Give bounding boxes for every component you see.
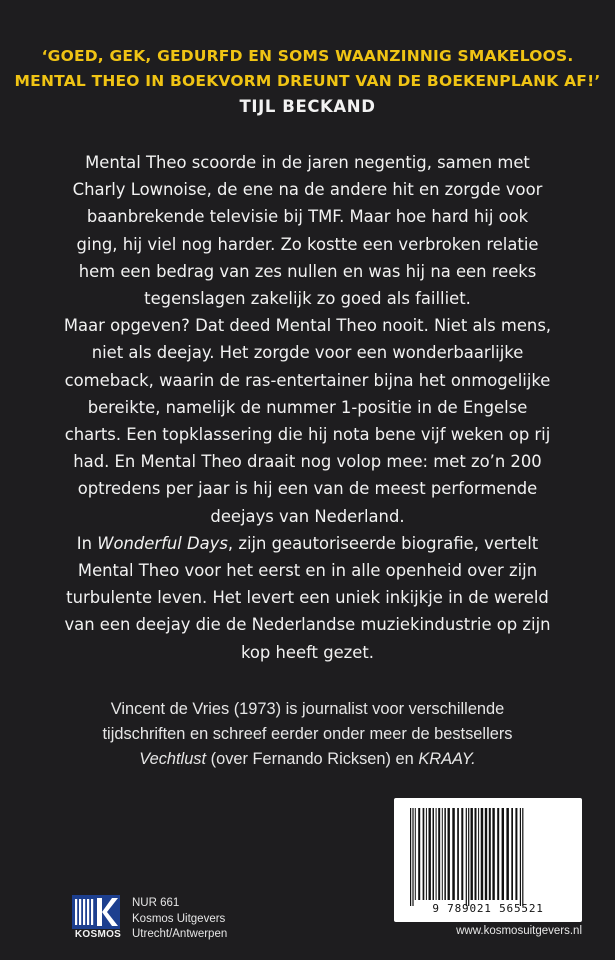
- barcode-bar: [520, 808, 521, 906]
- barcode-bar: [438, 808, 440, 900]
- quote-line-2: MENTAL THEO IN BOEKVORM DREUNT VAN DE BOEKENPLANK AF!’: [14, 72, 601, 90]
- isbn-digits: 9 789021 565521: [432, 902, 544, 915]
- barcode-bar: [502, 808, 504, 900]
- blurb-prefix: In: [76, 533, 98, 553]
- blurb-line: deejays van Nederland.: [210, 506, 405, 526]
- publisher-info: [132, 896, 227, 943]
- blurb-line: ging, hij viel nog harder. Zo kostte een verbroken relatie: [76, 234, 539, 254]
- publisher-name: Kosmos Uitgevers: [132, 912, 226, 925]
- quote-author: TIJL BECKAND: [239, 97, 376, 116]
- blurb-line: Charly Lownoise, de ene na de andere hit en zorgde voor: [72, 180, 543, 200]
- blurb-line: had. En Mental Theo draait nog volop mee: met zo’n 200: [73, 452, 542, 472]
- barcode-bar: [471, 808, 473, 900]
- blurb-line: turbulente leven. Het levert een uniek inkijkje in de wereld: [66, 588, 549, 608]
- bio-book-title-1: Vechtlust: [139, 750, 207, 768]
- publisher-website: www.kosmosuitgevers.nl: [456, 925, 582, 937]
- barcode-bar: [457, 808, 459, 900]
- barcode-bar: [492, 808, 494, 900]
- barcode-bar: [481, 808, 484, 900]
- blurb-line: comeback, waarin de ras-entertainer bijna het onmogelijke: [64, 370, 551, 390]
- bio-book-title-2: KRAAY.: [418, 750, 476, 768]
- barcode-bar: [485, 808, 487, 900]
- barcode-bar: [478, 808, 479, 900]
- blurb-line: niet als deejay. Het zorgde voor een wonderbaarlijke: [91, 343, 524, 363]
- barcode-bar: [436, 808, 437, 900]
- blurb-line: bereikte, namelijk de nummer 1-positie in de Engelse: [87, 397, 528, 417]
- publisher-logo: [72, 895, 124, 945]
- blurb-line: kop heeft gezet.: [240, 642, 375, 662]
- barcode-bar: [423, 808, 425, 900]
- barcode-bar: [466, 808, 467, 906]
- book-title: Wonderful Days: [97, 533, 228, 553]
- blurb-line: optredens per jaar is hij een van de meest performende: [77, 479, 538, 499]
- barcode-bar: [412, 808, 413, 906]
- barcode-bar: [522, 808, 523, 906]
- barcode-bar: [475, 808, 477, 900]
- author-bio: [30, 697, 585, 772]
- isbn-barcode-panel: [394, 798, 582, 922]
- logo-wordmark: KOSMOS: [74, 929, 122, 940]
- blurb-line: baanbrekende televisie bij TMF. Maar hoe hard hij ook: [86, 207, 529, 227]
- barcode-bar: [442, 808, 443, 900]
- blurb-line: hem een bedrag van zes nullen en was hij na een reeks: [78, 261, 537, 281]
- book-blurb: [40, 149, 575, 666]
- blurb-line: tegenslagen zakelijk zo goed als failliet.: [144, 289, 471, 309]
- blurb-suffix: , zijn geautoriseerde biografie, vertelt: [227, 533, 539, 553]
- barcode-bar: [418, 808, 420, 900]
- bio-line: tijdschriften en schreef eerder onder meer de bestsellers: [102, 725, 513, 743]
- barcode-bar: [506, 808, 509, 900]
- publisher-cities: Utrecht/Antwerpen: [132, 928, 228, 940]
- barcode-bar: [429, 808, 431, 900]
- barcode-bar: [511, 808, 513, 900]
- kosmos-logo-icon: [72, 895, 120, 929]
- quote-line-1: ‘GOED, GEK, GEDURFD EN SOMS WAANZINNIG SMAKELOOS.: [41, 47, 574, 65]
- blurb-line: van een deejay die de Nederlandse muziekindustrie op zijn: [64, 615, 551, 635]
- blurb-line: Maar opgeven? Dat deed Mental Theo nooit. Niet als mens,: [63, 316, 552, 336]
- barcode-bar: [489, 808, 491, 900]
- nur-code: NUR 661: [132, 897, 180, 909]
- isbn-barcode: [408, 808, 568, 906]
- bio-line-mid: (over Fernando Ricksen) en: [206, 750, 419, 768]
- barcode-bar: [415, 808, 416, 900]
- blurb-line: charts. Een topklassering die hij nota bene vijf weken op rij: [64, 425, 551, 445]
- endorsement-quote: [0, 44, 615, 119]
- barcode-bar: [444, 808, 446, 900]
- barcode-bar: [468, 808, 469, 906]
- barcode-bar: [433, 808, 435, 900]
- blurb-line-with-title: [40, 530, 575, 557]
- bio-line: Vincent de Vries (1973) is journalist voor verschillende: [110, 700, 505, 718]
- blurb-line: Mental Theo voor het eerst en in alle openheid over zijn: [77, 561, 538, 581]
- barcode-bar: [448, 808, 450, 900]
- barcode-bar: [426, 808, 427, 900]
- barcode-bar: [497, 808, 499, 900]
- barcode-bar: [515, 808, 517, 900]
- barcode-bar: [452, 808, 455, 900]
- barcode-bar: [410, 808, 411, 906]
- barcode-bar: [461, 808, 463, 900]
- blurb-line: Mental Theo scoorde in de jaren negentig, samen met: [85, 153, 530, 172]
- bio-line-with-titles: [30, 747, 585, 772]
